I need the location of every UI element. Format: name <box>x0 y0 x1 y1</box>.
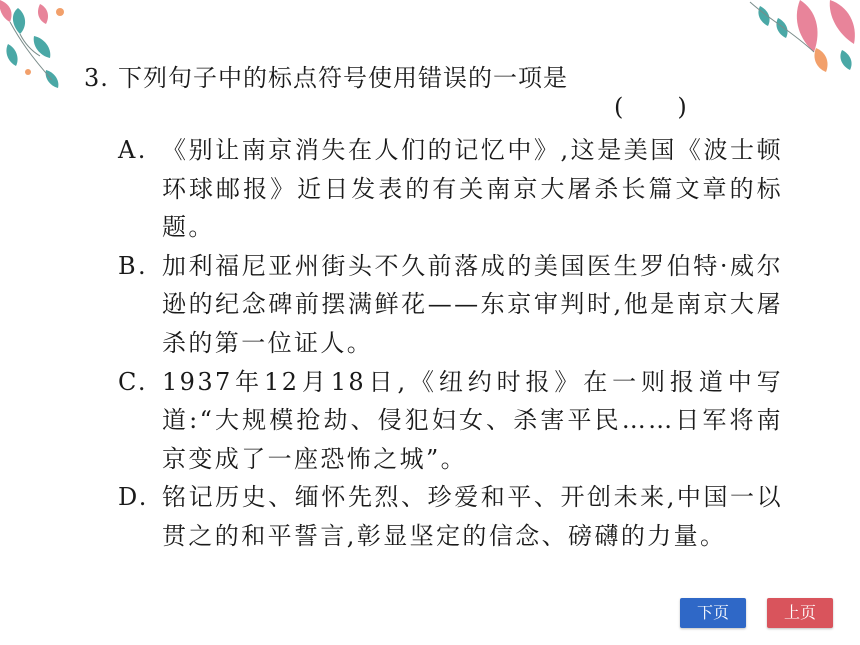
option-letter: D. <box>118 483 149 512</box>
option-letter: B. <box>118 251 149 280</box>
question-stem: 下列句子中的标点符号使用错误的一项是 <box>118 64 568 92</box>
option-c <box>118 363 783 479</box>
option-text: 铭记历史、缅怀先烈、珍爱和平、开创未来,中国一以贯之的和平誓言,彰显坚定的信念、磅礴的力量。 <box>162 483 783 550</box>
previous-page-button[interactable]: 上页 <box>767 598 833 628</box>
option-d <box>118 478 783 555</box>
option-b <box>118 247 783 363</box>
option-text: 加利福尼亚州街头不久前落成的美国医生罗伯特·威尔逊的纪念碑前摆满鲜花——东京审判时,他是南京大屠杀的第一位证人。 <box>162 251 783 357</box>
option-text: 1937年12月18日,《纽约时报》在一则报道中写道:“大规模抢劫、侵犯妇女、杀害平民……日军将南京变成了一座恐怖之城”。 <box>162 367 783 473</box>
next-page-button[interactable]: 下页 <box>680 598 746 628</box>
answer-bracket: ( ) <box>614 93 689 121</box>
option-text: 《别让南京消失在人们的记忆中》,这是美国《波士顿环球邮报》近日发表的有关南京大屠杀长篇文章的标题。 <box>162 136 783 242</box>
question-number: 3. <box>84 64 109 92</box>
option-letter: C. <box>118 367 148 396</box>
option-letter: A. <box>118 136 148 164</box>
options-list <box>118 131 783 556</box>
option-a <box>118 131 783 247</box>
